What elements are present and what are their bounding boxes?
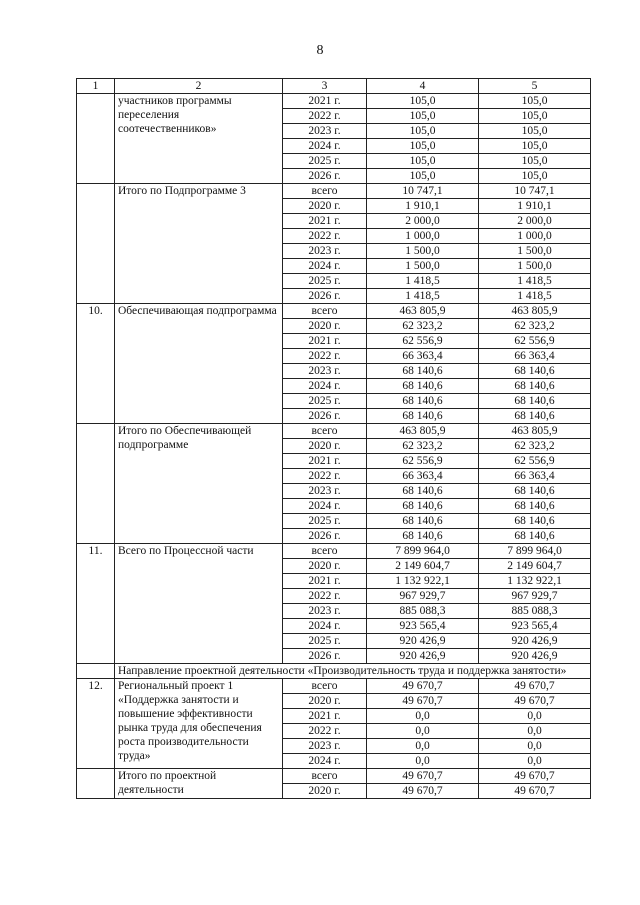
period-cell: 2025 г.: [283, 514, 367, 529]
period-cell: 2022 г.: [283, 589, 367, 604]
value-col5: 7 899 964,0: [479, 544, 591, 559]
period-cell: 2023 г.: [283, 484, 367, 499]
value-col5: 1 418,5: [479, 274, 591, 289]
value-col5: 0,0: [479, 754, 591, 769]
row-number: [77, 184, 115, 304]
value-col4: 105,0: [367, 139, 479, 154]
item-name: Всего по Процессной части: [115, 544, 283, 664]
column-number-3: 3: [283, 79, 367, 94]
value-col5: 1 500,0: [479, 259, 591, 274]
value-col5: 2 000,0: [479, 214, 591, 229]
value-col4: 1 000,0: [367, 229, 479, 244]
value-col5: 0,0: [479, 724, 591, 739]
period-cell: 2020 г.: [283, 319, 367, 334]
value-col4: 49 670,7: [367, 679, 479, 694]
value-col4: 463 805,9: [367, 304, 479, 319]
period-cell: 2021 г.: [283, 454, 367, 469]
value-col4: 967 929,7: [367, 589, 479, 604]
value-col5: 10 747,1: [479, 184, 591, 199]
value-col4: 66 363,4: [367, 349, 479, 364]
period-cell: 2022 г.: [283, 724, 367, 739]
value-col4: 105,0: [367, 124, 479, 139]
table-row: [77, 424, 591, 439]
value-col4: 1 910,1: [367, 199, 479, 214]
value-col4: 105,0: [367, 94, 479, 109]
value-col5: 68 140,6: [479, 484, 591, 499]
period-cell: 2026 г.: [283, 529, 367, 544]
value-col4: 463 805,9: [367, 424, 479, 439]
table-row: [77, 184, 591, 199]
value-col5: 1 500,0: [479, 244, 591, 259]
value-col4: 68 140,6: [367, 529, 479, 544]
period-cell: 2023 г.: [283, 604, 367, 619]
period-cell: всего: [283, 769, 367, 784]
value-col4: 2 000,0: [367, 214, 479, 229]
period-cell: 2020 г.: [283, 694, 367, 709]
value-col4: 66 363,4: [367, 469, 479, 484]
row-number: [77, 424, 115, 544]
value-col5: 105,0: [479, 154, 591, 169]
period-cell: 2024 г.: [283, 379, 367, 394]
period-cell: всего: [283, 424, 367, 439]
value-col4: 105,0: [367, 109, 479, 124]
value-col5: 105,0: [479, 124, 591, 139]
value-col5: 68 140,6: [479, 409, 591, 424]
period-cell: всего: [283, 304, 367, 319]
period-cell: 2026 г.: [283, 409, 367, 424]
value-col4: 49 670,7: [367, 784, 479, 799]
value-col5: 920 426,9: [479, 634, 591, 649]
value-col4: 49 670,7: [367, 769, 479, 784]
value-col5: 66 363,4: [479, 469, 591, 484]
value-col5: 62 556,9: [479, 454, 591, 469]
value-col5: 49 670,7: [479, 769, 591, 784]
period-cell: 2025 г.: [283, 634, 367, 649]
table-row: [77, 679, 591, 694]
value-col4: 923 565,4: [367, 619, 479, 634]
value-col4: 68 140,6: [367, 409, 479, 424]
table-row: [77, 94, 591, 109]
value-col4: 0,0: [367, 724, 479, 739]
period-cell: 2022 г.: [283, 469, 367, 484]
value-col4: 885 088,3: [367, 604, 479, 619]
period-cell: 2026 г.: [283, 649, 367, 664]
value-col5: 49 670,7: [479, 679, 591, 694]
value-col5: 68 140,6: [479, 364, 591, 379]
value-col5: 923 565,4: [479, 619, 591, 634]
section-row: [77, 664, 591, 679]
value-col5: 105,0: [479, 139, 591, 154]
period-cell: 2020 г.: [283, 784, 367, 799]
period-cell: всего: [283, 679, 367, 694]
budget-table: [76, 78, 591, 799]
section-title: Направление проектной деятельности «Производительность труда и поддержка занятости»: [115, 664, 591, 679]
value-col5: 105,0: [479, 109, 591, 124]
value-col5: 1 418,5: [479, 289, 591, 304]
value-col5: 920 426,9: [479, 649, 591, 664]
page-number: 8: [316, 43, 324, 58]
value-col5: 105,0: [479, 169, 591, 184]
period-cell: 2025 г.: [283, 274, 367, 289]
period-cell: 2026 г.: [283, 169, 367, 184]
row-number: 12.: [77, 679, 115, 769]
value-col5: 68 140,6: [479, 379, 591, 394]
row-number: 10.: [77, 304, 115, 424]
period-cell: 2025 г.: [283, 154, 367, 169]
period-cell: 2025 г.: [283, 394, 367, 409]
value-col4: 105,0: [367, 169, 479, 184]
value-col5: 62 323,2: [479, 319, 591, 334]
period-cell: 2024 г.: [283, 499, 367, 514]
table-row: [77, 544, 591, 559]
value-col5: 463 805,9: [479, 304, 591, 319]
value-col5: 68 140,6: [479, 514, 591, 529]
row-number: [77, 94, 115, 184]
period-cell: 2021 г.: [283, 334, 367, 349]
value-col4: 68 140,6: [367, 394, 479, 409]
column-number-4: 4: [367, 79, 479, 94]
value-col5: 967 929,7: [479, 589, 591, 604]
value-col5: 68 140,6: [479, 394, 591, 409]
value-col5: 62 323,2: [479, 439, 591, 454]
value-col5: 0,0: [479, 709, 591, 724]
period-cell: 2022 г.: [283, 349, 367, 364]
item-name: Итого по проектной деятельности: [115, 769, 283, 799]
value-col4: 10 747,1: [367, 184, 479, 199]
value-col4: 1 500,0: [367, 244, 479, 259]
row-number: 11.: [77, 544, 115, 664]
period-cell: 2021 г.: [283, 214, 367, 229]
item-name: Обеспечивающая подпрограмма: [115, 304, 283, 424]
period-cell: 2020 г.: [283, 439, 367, 454]
section-num-cell: [77, 664, 115, 679]
value-col5: 49 670,7: [479, 694, 591, 709]
period-cell: 2023 г.: [283, 364, 367, 379]
value-col4: 68 140,6: [367, 364, 479, 379]
value-col5: 2 149 604,7: [479, 559, 591, 574]
period-cell: 2024 г.: [283, 754, 367, 769]
period-cell: 2023 г.: [283, 739, 367, 754]
period-cell: 2021 г.: [283, 94, 367, 109]
value-col5: 68 140,6: [479, 529, 591, 544]
value-col5: 1 132 922,1: [479, 574, 591, 589]
column-number-1: 1: [77, 79, 115, 94]
period-cell: 2020 г.: [283, 199, 367, 214]
value-col4: 62 323,2: [367, 439, 479, 454]
value-col5: 66 363,4: [479, 349, 591, 364]
value-col5: 49 670,7: [479, 784, 591, 799]
period-cell: 2024 г.: [283, 139, 367, 154]
value-col4: 7 899 964,0: [367, 544, 479, 559]
table-row: [77, 769, 591, 784]
item-name: Региональный проект 1 «Поддержка занятости и повышение эффективности рынка труда для обеспечения роста производительности труда»: [115, 679, 283, 769]
period-cell: 2026 г.: [283, 289, 367, 304]
value-col4: 920 426,9: [367, 634, 479, 649]
value-col5: 885 088,3: [479, 604, 591, 619]
value-col4: 68 140,6: [367, 484, 479, 499]
value-col4: 62 556,9: [367, 334, 479, 349]
value-col4: 68 140,6: [367, 379, 479, 394]
value-col4: 0,0: [367, 739, 479, 754]
period-cell: 2021 г.: [283, 709, 367, 724]
item-name: участников программы переселения соотечественников»: [115, 94, 283, 184]
period-cell: 2023 г.: [283, 244, 367, 259]
value-col4: 1 500,0: [367, 259, 479, 274]
period-cell: 2021 г.: [283, 574, 367, 589]
period-cell: 2023 г.: [283, 124, 367, 139]
column-number-5: 5: [479, 79, 591, 94]
value-col4: 920 426,9: [367, 649, 479, 664]
value-col4: 62 323,2: [367, 319, 479, 334]
value-col4: 0,0: [367, 754, 479, 769]
value-col4: 68 140,6: [367, 514, 479, 529]
value-col4: 105,0: [367, 154, 479, 169]
row-number: [77, 769, 115, 799]
period-cell: 2020 г.: [283, 559, 367, 574]
period-cell: всего: [283, 184, 367, 199]
value-col4: 1 132 922,1: [367, 574, 479, 589]
header-row: [77, 79, 591, 94]
table-row: [77, 304, 591, 319]
item-name: Итого по Обеспечивающей подпрограмме: [115, 424, 283, 544]
period-cell: 2022 г.: [283, 109, 367, 124]
column-number-2: 2: [115, 79, 283, 94]
value-col4: 49 670,7: [367, 694, 479, 709]
period-cell: 2024 г.: [283, 619, 367, 634]
period-cell: 2022 г.: [283, 229, 367, 244]
value-col5: 62 556,9: [479, 334, 591, 349]
value-col4: 62 556,9: [367, 454, 479, 469]
period-cell: всего: [283, 544, 367, 559]
value-col5: 1 000,0: [479, 229, 591, 244]
value-col4: 1 418,5: [367, 289, 479, 304]
value-col5: 0,0: [479, 739, 591, 754]
value-col4: 68 140,6: [367, 499, 479, 514]
value-col5: 463 805,9: [479, 424, 591, 439]
value-col4: 2 149 604,7: [367, 559, 479, 574]
value-col4: 1 418,5: [367, 274, 479, 289]
value-col5: 1 910,1: [479, 199, 591, 214]
value-col4: 0,0: [367, 709, 479, 724]
period-cell: 2024 г.: [283, 259, 367, 274]
item-name: Итого по Подпрограмме 3: [115, 184, 283, 304]
value-col5: 105,0: [479, 94, 591, 109]
value-col5: 68 140,6: [479, 499, 591, 514]
